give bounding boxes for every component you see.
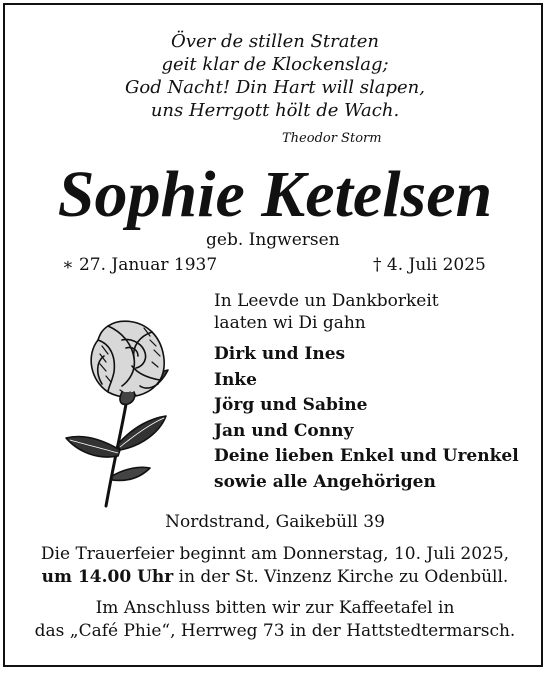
birth-date: ∗ 27. Januar 1937 xyxy=(62,255,218,275)
poem xyxy=(0,30,550,122)
coffee-reception-info xyxy=(0,597,550,643)
poem-line: God Nacht! Din Hart will slapen, xyxy=(125,77,425,98)
thanks-line: laaten wi Di gahn xyxy=(214,313,366,333)
poem-line: Över de stillen Straten xyxy=(171,31,379,52)
family-member: Inke xyxy=(214,369,257,390)
family-member: Deine lieben Enkel und Urenkel xyxy=(214,446,519,466)
funeral-service-info xyxy=(0,543,550,589)
service-line-2 xyxy=(0,566,550,589)
poem-author: Theodor Storm xyxy=(282,131,382,146)
residence-address: Nordstrand, Gaikebüll 39 xyxy=(165,512,385,532)
poem-line: geit klar de Klockenslag; xyxy=(161,54,389,75)
death-date: † 4. Juli 2025 xyxy=(373,255,486,275)
service-time: um 14.00 Uhr xyxy=(41,567,174,587)
rose-icon xyxy=(36,300,206,510)
family-member: sowie alle Angehörigen xyxy=(214,471,436,492)
family-member: Jörg und Sabine xyxy=(214,395,368,415)
coffee-line: das „Café Phie“, Herrweg 73 in der Hattstedtermarsch. xyxy=(34,621,516,641)
service-line: Die Trauerfeier beginnt am Donnerstag, 10. Juli 2025, xyxy=(40,544,510,564)
thanks-line: In Leevde un Dankborkeit xyxy=(214,291,439,311)
coffee-line: Im Anschluss bitten wir zur Kaffeetafel in xyxy=(95,598,455,618)
maiden-name: geb. Ingwersen xyxy=(206,230,340,250)
deceased-name: Sophie Ketelsen xyxy=(57,158,493,231)
family-list xyxy=(214,342,519,495)
poem-line: uns Herrgott hölt de Wach. xyxy=(150,100,400,121)
family-member: Jan und Conny xyxy=(214,420,354,441)
family-member: Dirk und Ines xyxy=(214,344,346,364)
thanks-text xyxy=(214,290,439,334)
service-location: in der St. Vinzenz Kirche zu Odenbüll. xyxy=(173,567,509,587)
